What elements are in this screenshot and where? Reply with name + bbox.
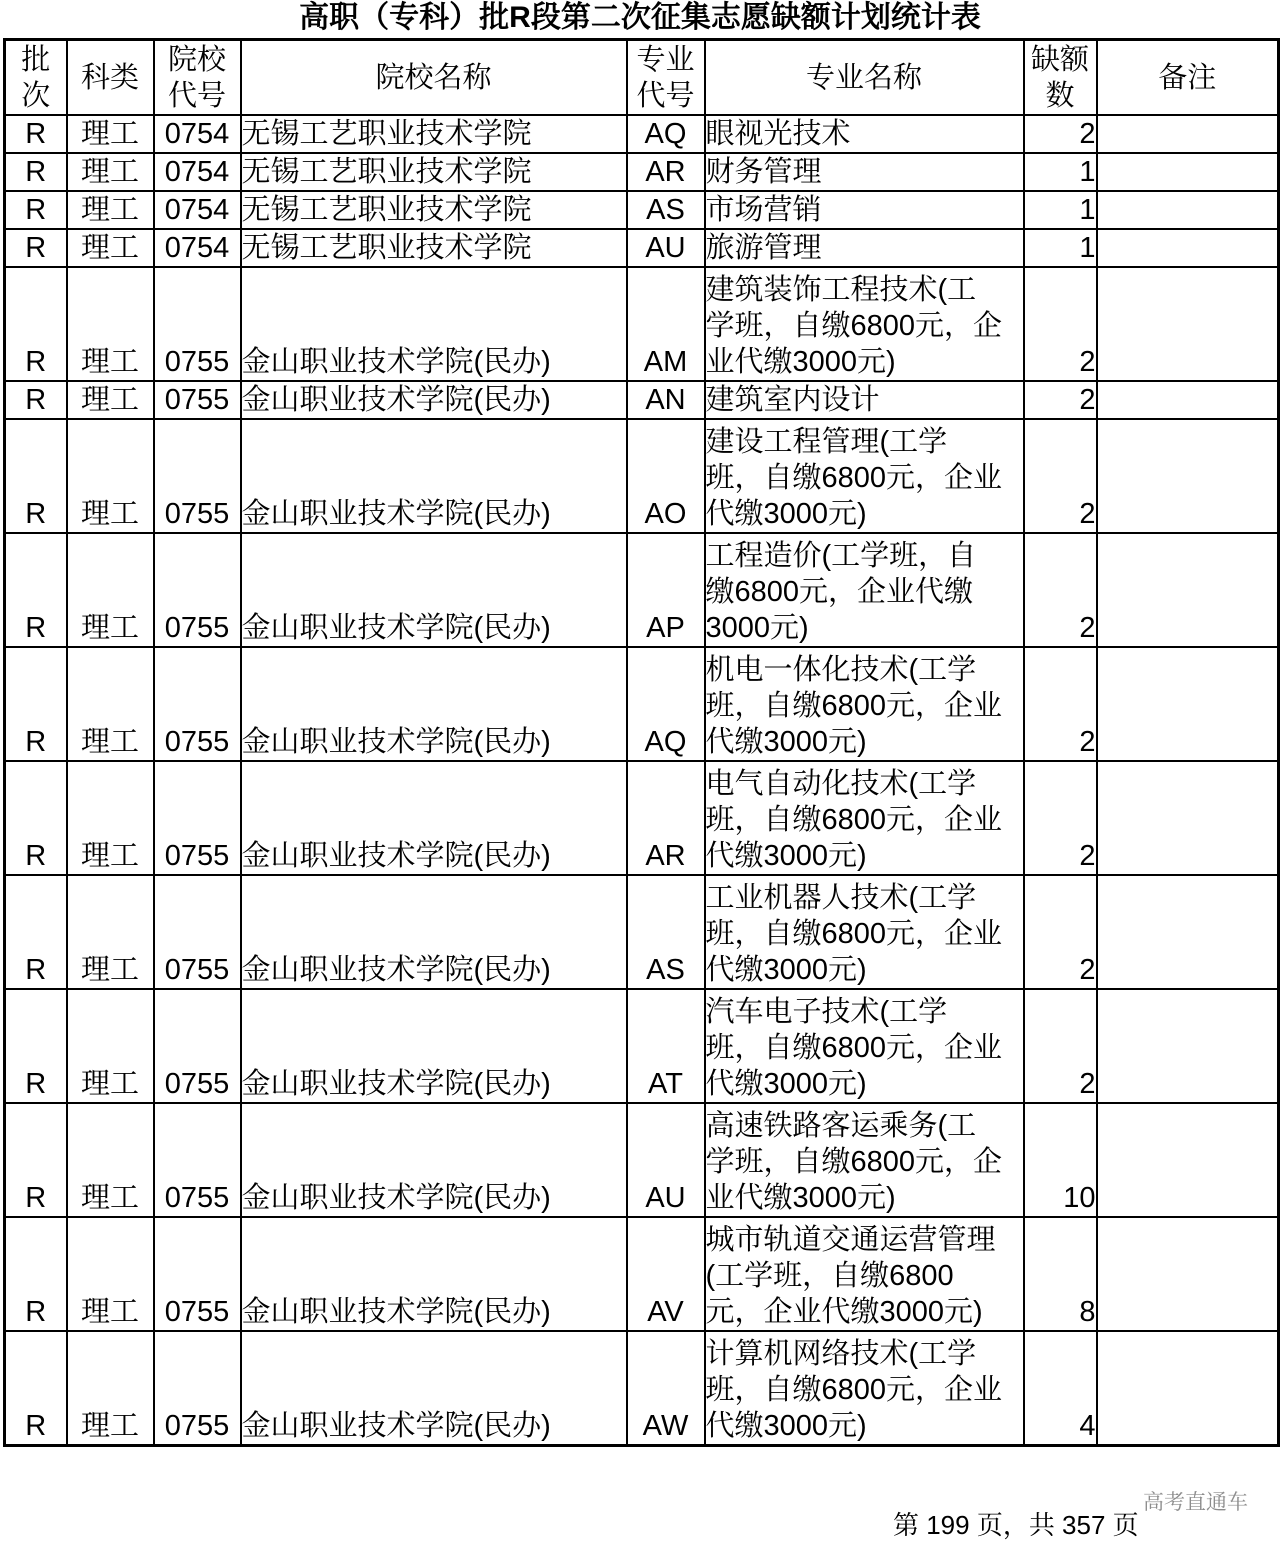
header-label-line: 代号	[167, 79, 226, 112]
header-label-line: 缺额	[1030, 43, 1089, 76]
cell-vacancies: 2	[1024, 875, 1097, 989]
major-name-line: 计算机网络技术(工学	[705, 1338, 977, 1370]
cell-major-code: AO	[627, 419, 705, 533]
header-label-line: 数	[1045, 79, 1075, 112]
table-row	[5, 989, 1279, 1103]
major-name-line: 市场营销	[705, 194, 822, 226]
table-row	[5, 1331, 1279, 1446]
header-school-name	[241, 40, 627, 116]
cell-batch: R	[5, 761, 67, 875]
major-name-line: 班，自缴6800元，企业	[705, 918, 1003, 950]
header-label-line: 院校	[167, 43, 226, 76]
cell-school-code: 0755	[154, 533, 241, 647]
table-row	[5, 1217, 1279, 1331]
cell-major-name	[705, 381, 1024, 419]
major-name-line: 3000元)	[705, 612, 809, 644]
major-name-line: 汽车电子技术(工学	[705, 996, 948, 1028]
major-name-line: 财务管理	[705, 156, 822, 188]
cell-major-code: AW	[627, 1331, 705, 1446]
header-label-line: 备注	[1158, 61, 1217, 94]
cell-remarks	[1097, 1217, 1279, 1331]
cell-batch: R	[5, 229, 67, 267]
cell-remarks	[1097, 533, 1279, 647]
cell-school-code: 0754	[154, 229, 241, 267]
cell-remarks	[1097, 647, 1279, 761]
cell-major-name	[705, 647, 1024, 761]
header-remarks	[1097, 40, 1279, 116]
cell-vacancies: 1	[1024, 229, 1097, 267]
cell-batch: R	[5, 875, 67, 989]
cell-school-code: 0755	[154, 1103, 241, 1217]
watermark-text: 高考直通车	[1143, 1491, 1248, 1514]
cell-category: 理工	[67, 533, 154, 647]
table-row	[5, 381, 1279, 419]
cell-vacancies: 2	[1024, 533, 1097, 647]
cell-school-name: 无锡工艺职业技术学院	[241, 229, 627, 267]
cell-remarks	[1097, 875, 1279, 989]
cell-school-code: 0755	[154, 875, 241, 989]
cell-major-code: AQ	[627, 115, 705, 153]
cell-batch: R	[5, 1103, 67, 1217]
cell-major-name	[705, 989, 1024, 1103]
major-name-line: 代缴3000元)	[705, 840, 867, 872]
major-name-line: 旅游管理	[705, 232, 822, 264]
cell-batch: R	[5, 647, 67, 761]
major-name-line: 眼视光技术	[705, 118, 851, 150]
table-row	[5, 229, 1279, 267]
header-label-line: 批	[21, 43, 51, 76]
cell-school-code: 0754	[154, 191, 241, 229]
major-name-line: (工学班，自缴6800	[705, 1260, 954, 1292]
cell-vacancies: 1	[1024, 191, 1097, 229]
header-batch	[5, 40, 67, 116]
cell-category: 理工	[67, 761, 154, 875]
cell-school-name: 金山职业技术学院(民办)	[241, 267, 627, 381]
cell-major-name	[705, 1103, 1024, 1217]
cell-category: 理工	[67, 989, 154, 1103]
cell-vacancies: 10	[1024, 1103, 1097, 1217]
cell-school-name: 金山职业技术学院(民办)	[241, 1217, 627, 1331]
cell-batch: R	[5, 533, 67, 647]
major-name-line: 代缴3000元)	[705, 1410, 867, 1442]
cell-major-code: AP	[627, 533, 705, 647]
major-name-line: 机电一体化技术(工学	[705, 654, 977, 686]
cell-major-name	[705, 267, 1024, 381]
table-header-row	[5, 40, 1279, 116]
table-row	[5, 153, 1279, 191]
cell-major-code: AS	[627, 875, 705, 989]
cell-major-name	[705, 761, 1024, 875]
cell-school-name: 金山职业技术学院(民办)	[241, 647, 627, 761]
cell-category: 理工	[67, 381, 154, 419]
header-label-line: 科类	[80, 61, 139, 94]
cell-school-name: 金山职业技术学院(民办)	[241, 533, 627, 647]
cell-vacancies: 1	[1024, 153, 1097, 191]
table-row	[5, 875, 1279, 989]
cell-vacancies: 8	[1024, 1217, 1097, 1331]
cell-batch: R	[5, 267, 67, 381]
cell-remarks	[1097, 115, 1279, 153]
cell-vacancies: 2	[1024, 647, 1097, 761]
cell-remarks	[1097, 153, 1279, 191]
cell-major-name	[705, 1331, 1024, 1446]
cell-vacancies: 2	[1024, 381, 1097, 419]
major-name-line: 建筑室内设计	[705, 384, 880, 416]
table-row	[5, 191, 1279, 229]
header-label-line: 院校名称	[375, 61, 492, 94]
cell-vacancies: 2	[1024, 761, 1097, 875]
cell-school-name: 金山职业技术学院(民办)	[241, 1103, 627, 1217]
table-row	[5, 419, 1279, 533]
table-header	[5, 40, 1279, 116]
header-major-code	[627, 40, 705, 116]
cell-remarks	[1097, 1103, 1279, 1217]
cell-school-name: 无锡工艺职业技术学院	[241, 153, 627, 191]
cell-school-code: 0755	[154, 1331, 241, 1446]
major-name-line: 建筑装饰工程技术(工	[705, 274, 977, 306]
major-name-line: 代缴3000元)	[705, 954, 867, 986]
cell-category: 理工	[67, 1331, 154, 1446]
cell-category: 理工	[67, 1217, 154, 1331]
cell-batch: R	[5, 419, 67, 533]
major-name-line: 业代缴3000元)	[705, 1182, 896, 1214]
header-label-line: 专业	[636, 43, 695, 76]
page-number: 第 199 页，共 357 页	[893, 1510, 1139, 1540]
cell-school-code: 0755	[154, 989, 241, 1103]
cell-batch: R	[5, 191, 67, 229]
cell-major-code: AU	[627, 1103, 705, 1217]
major-name-line: 学班，自缴6800元，企	[705, 310, 1003, 342]
cell-vacancies: 4	[1024, 1331, 1097, 1446]
cell-category: 理工	[67, 115, 154, 153]
cell-remarks	[1097, 267, 1279, 381]
cell-category: 理工	[67, 267, 154, 381]
cell-remarks	[1097, 381, 1279, 419]
cell-category: 理工	[67, 647, 154, 761]
major-name-line: 元，企业代缴3000元)	[705, 1296, 983, 1328]
cell-vacancies: 2	[1024, 267, 1097, 381]
cell-school-code: 0755	[154, 381, 241, 419]
cell-major-code: AV	[627, 1217, 705, 1331]
cell-remarks	[1097, 419, 1279, 533]
major-name-line: 代缴3000元)	[705, 1068, 867, 1100]
header-category	[67, 40, 154, 116]
cell-category: 理工	[67, 191, 154, 229]
table-row	[5, 1103, 1279, 1217]
cell-remarks	[1097, 761, 1279, 875]
major-name-line: 缴6800元，企业代缴	[705, 576, 974, 608]
cell-school-code: 0755	[154, 1217, 241, 1331]
header-major-name	[705, 40, 1024, 116]
cell-major-code: AN	[627, 381, 705, 419]
header-label-line: 代号	[636, 79, 695, 112]
cell-major-code: AR	[627, 761, 705, 875]
cell-school-name: 金山职业技术学院(民办)	[241, 875, 627, 989]
cell-category: 理工	[67, 419, 154, 533]
cell-batch: R	[5, 989, 67, 1103]
cell-batch: R	[5, 381, 67, 419]
table-row	[5, 761, 1279, 875]
major-name-line: 班，自缴6800元，企业	[705, 462, 1003, 494]
cell-major-name	[705, 153, 1024, 191]
cell-school-name: 金山职业技术学院(民办)	[241, 761, 627, 875]
cell-batch: R	[5, 1331, 67, 1446]
major-name-line: 业代缴3000元)	[705, 346, 896, 378]
cell-major-name	[705, 419, 1024, 533]
major-name-line: 城市轨道交通运营管理	[705, 1224, 996, 1256]
major-name-line: 工程造价(工学班，自	[705, 540, 977, 572]
cell-vacancies: 2	[1024, 419, 1097, 533]
cell-major-code: AM	[627, 267, 705, 381]
cell-major-name	[705, 229, 1024, 267]
major-name-line: 代缴3000元)	[705, 498, 867, 530]
cell-category: 理工	[67, 153, 154, 191]
cell-category: 理工	[67, 875, 154, 989]
cell-school-code: 0755	[154, 267, 241, 381]
cell-vacancies: 2	[1024, 115, 1097, 153]
page-title: 高职（专科）批R段第二次征集志愿缺额计划统计表	[299, 1, 981, 34]
header-vacancies	[1024, 40, 1097, 116]
cell-remarks	[1097, 191, 1279, 229]
cell-school-code: 0754	[154, 153, 241, 191]
cell-remarks	[1097, 1331, 1279, 1446]
cell-school-name: 金山职业技术学院(民办)	[241, 1331, 627, 1446]
cell-batch: R	[5, 115, 67, 153]
major-name-line: 代缴3000元)	[705, 726, 867, 758]
major-name-line: 班，自缴6800元，企业	[705, 690, 1003, 722]
major-name-line: 高速铁路客运乘务(工	[705, 1110, 977, 1142]
major-name-line: 班，自缴6800元，企业	[705, 1374, 1003, 1406]
cell-school-code: 0755	[154, 761, 241, 875]
cell-major-name	[705, 875, 1024, 989]
cell-school-name: 无锡工艺职业技术学院	[241, 191, 627, 229]
major-name-line: 班，自缴6800元，企业	[705, 1032, 1003, 1064]
cell-school-name: 无锡工艺职业技术学院	[241, 115, 627, 153]
cell-major-name	[705, 115, 1024, 153]
cell-school-code: 0754	[154, 115, 241, 153]
table-row	[5, 533, 1279, 647]
table-row	[5, 267, 1279, 381]
table-body	[5, 115, 1279, 1446]
cell-major-name	[705, 533, 1024, 647]
cell-batch: R	[5, 153, 67, 191]
cell-major-code: AT	[627, 989, 705, 1103]
cell-vacancies: 2	[1024, 989, 1097, 1103]
major-name-line: 班，自缴6800元，企业	[705, 804, 1003, 836]
cell-major-code: AQ	[627, 647, 705, 761]
major-name-line: 建设工程管理(工学	[705, 426, 948, 458]
cell-major-code: AU	[627, 229, 705, 267]
cell-school-name: 金山职业技术学院(民办)	[241, 381, 627, 419]
table-row	[5, 647, 1279, 761]
cell-school-name: 金山职业技术学院(民办)	[241, 419, 627, 533]
table-row	[5, 115, 1279, 153]
cell-major-name	[705, 191, 1024, 229]
major-name-line: 学班，自缴6800元，企	[705, 1146, 1003, 1178]
major-name-line: 工业机器人技术(工学	[705, 882, 977, 914]
cell-school-code: 0755	[154, 647, 241, 761]
major-name-line: 电气自动化技术(工学	[705, 768, 977, 800]
cell-batch: R	[5, 1217, 67, 1331]
cell-remarks	[1097, 989, 1279, 1103]
cell-major-code: AS	[627, 191, 705, 229]
header-label-line: 次	[21, 79, 51, 112]
cell-category: 理工	[67, 1103, 154, 1217]
cell-category: 理工	[67, 229, 154, 267]
cell-school-code: 0755	[154, 419, 241, 533]
vacancy-plan-table	[3, 38, 1280, 1447]
header-label-line: 专业名称	[805, 61, 922, 94]
cell-major-name	[705, 1217, 1024, 1331]
cell-remarks	[1097, 229, 1279, 267]
cell-school-name: 金山职业技术学院(民办)	[241, 989, 627, 1103]
cell-major-code: AR	[627, 153, 705, 191]
header-school-code	[154, 40, 241, 116]
